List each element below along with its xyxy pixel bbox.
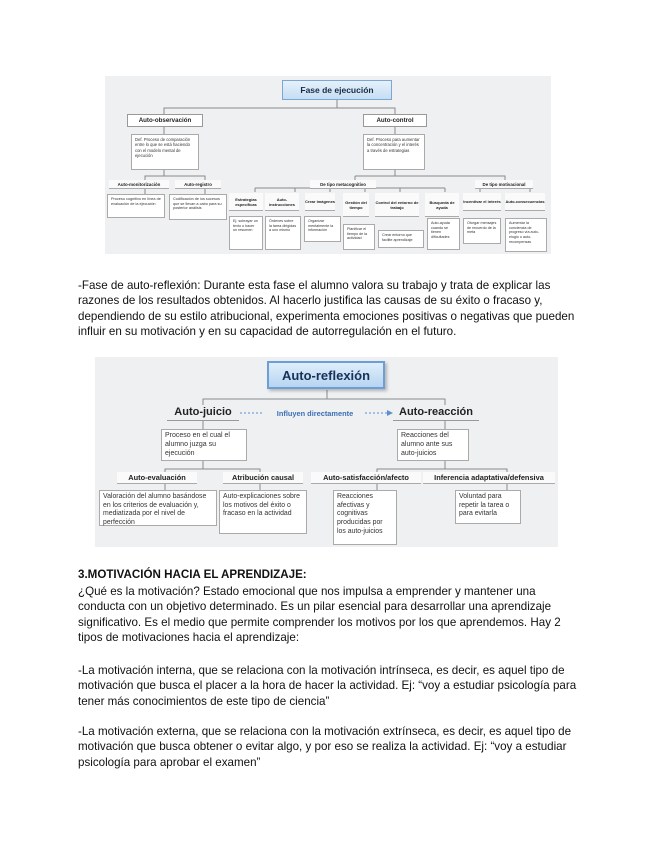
map2-auto-reaccion: Auto-reacción bbox=[393, 403, 479, 421]
map1-strategy-label: Búsqueda de ayuda bbox=[425, 193, 459, 217]
map1-auto-monitorizacion: Auto-monitorización bbox=[109, 180, 169, 189]
map2-auto-satisfaccion: Auto-satisfacción/afecto bbox=[311, 472, 421, 484]
map2-atribucion-causal: Atribución causal bbox=[223, 472, 303, 484]
map1-auto-observacion: Auto-observación bbox=[127, 114, 203, 127]
map2-auto-satisfaccion-note: Reacciones afectivas y cognitivas producidas por los auto-juicios bbox=[333, 490, 397, 545]
map1-strategy-note: Planificar el tiempo de la actividad bbox=[343, 224, 375, 250]
map1-strategy-label: Incentivar el interés bbox=[463, 193, 501, 211]
map1-strategy-label: Estrategias específicas bbox=[229, 193, 263, 211]
map1-auto-monitorizacion-note: Proceso cognitivo en línea de evaluación de la ejecución bbox=[107, 194, 165, 218]
map2-auto-evaluacion-note: Valoración del alumno basándose en los criterios de evaluación y, mediatizada por el nivel de perfección bbox=[99, 490, 217, 526]
map1-auto-control-def: Def. Proceso para aumentar la concentración y el interés a través de estrategias bbox=[363, 134, 425, 170]
paragraph-motivacion-interna: -La motivación interna, que se relaciona con la motivación intrínseca, es decir, es aquel tipo de motivación que busca el placer a la hora de hacer la actividad. Ej: “voy a estudiar psicología para tener más conocimientos de este tipo de ciencia” bbox=[78, 664, 577, 708]
map1-tipo-metacognitivo: De tipo metacognitivo bbox=[310, 180, 376, 189]
map1-strategy-label: Crear imágenes bbox=[305, 193, 335, 211]
map1-strategy-note: Aumentar la conciencia de progreso vía auto-elogio o auto-recompensas bbox=[505, 218, 547, 252]
map1-title: Fase de ejecución bbox=[282, 80, 392, 100]
map2-title: Auto-reflexión bbox=[267, 361, 385, 389]
map1-strategy-note: Auto-ayuda cuando se tienen dificultades bbox=[427, 218, 460, 250]
map1-auto-registro: Auto-registro bbox=[175, 180, 221, 189]
map1-auto-observacion-def: Def. Proceso de comparación entre lo que se está haciendo con el modelo mental de ejecución bbox=[131, 134, 199, 170]
map2-auto-reaccion-def: Reacciones del alumno ante sus auto-juicios bbox=[397, 429, 469, 461]
map2-inferencia-note: Voluntad para repetir la tarea o para evitarla bbox=[455, 490, 521, 524]
map1-strategy-label: Control del entorno de trabajo bbox=[375, 193, 419, 217]
map1-strategy-note: Órdenes sobre la tarea dirigidas a uno mismo bbox=[265, 216, 301, 250]
map1-auto-registro-note: Codificación de los sucesos que se llevan a cabo para su posterior análisis bbox=[169, 194, 227, 220]
map1-auto-control: Auto-control bbox=[363, 114, 427, 127]
map2-inferencia: Inferencia adaptativa/defensiva bbox=[423, 472, 555, 484]
map2-atribucion-causal-note: Auto-explicaciones sobre los motivos del éxito o fracaso en la actividad bbox=[219, 490, 307, 534]
map1-strategy-label: Auto-consecuencias bbox=[505, 193, 545, 211]
map2-auto-juicio: Auto-juicio bbox=[167, 403, 239, 421]
map2-connector-label: Influyen directamente bbox=[276, 408, 354, 418]
mindmap-auto-reflexion bbox=[95, 357, 558, 547]
map1-strategy-note: Organizar mentalmente la información bbox=[304, 216, 341, 242]
map1-strategy-label: Auto-instrucciones bbox=[265, 193, 299, 211]
map2-auto-evaluacion: Auto-evaluación bbox=[117, 472, 197, 484]
mindmap-fase-ejecucion bbox=[105, 76, 551, 254]
map1-tipo-motivacional: De tipo motivacional bbox=[475, 180, 533, 189]
map1-strategy-note: Crear entorno que facilite aprendizaje bbox=[378, 230, 424, 248]
paragraph-auto-reflexion: -Fase de auto-reflexión: Durante esta fase el alumno valora su trabajo y trata de explicar las razones de los resultados obtenidos. Al hacerlo justifica las causas de su éxito o fracaso y, dependiendo de su estilo atribucional, experimenta emociones positivas o negativas que pueden influir en su motivación y en su capacidad de autorregulación en el futuro. bbox=[78, 279, 575, 339]
section-heading-motivacion: 3.MOTIVACIÓN HACIA EL APRENDIZAJE: bbox=[78, 568, 307, 581]
map1-strategy-note: Otorgar mensajes de recuerdo de la meta bbox=[463, 218, 501, 244]
map1-strategy-note: Ej. subrayar un texto o hacer un resumen bbox=[229, 216, 263, 250]
map1-strategy-label: Gestión del tiempo bbox=[343, 193, 369, 217]
map2-auto-juicio-def: Proceso en el cual el alumno juzga su ejecución bbox=[161, 429, 247, 461]
paragraph-que-es-motivacion: ¿Qué es la motivación? Estado emocional que nos impulsa a emprender y mantener una conducta con un objetivo determinado. Es un pilar esencial para desarrollar una aprendizaje significativo. Es el medio que permite comprender los motivos por los que aprendemos. Hay 2 tipos de motivaciones hacia el aprendizaje: bbox=[78, 585, 561, 645]
paragraph-motivacion-externa: -La motivación externa, que se relaciona con la motivación extrínseca, es decir, es aquel tipo de motivación que busca obtener o evitar algo, y por eso se realiza la actividad. Ej: “voy a estudiar psicología para aprobar el examen” bbox=[78, 725, 572, 769]
